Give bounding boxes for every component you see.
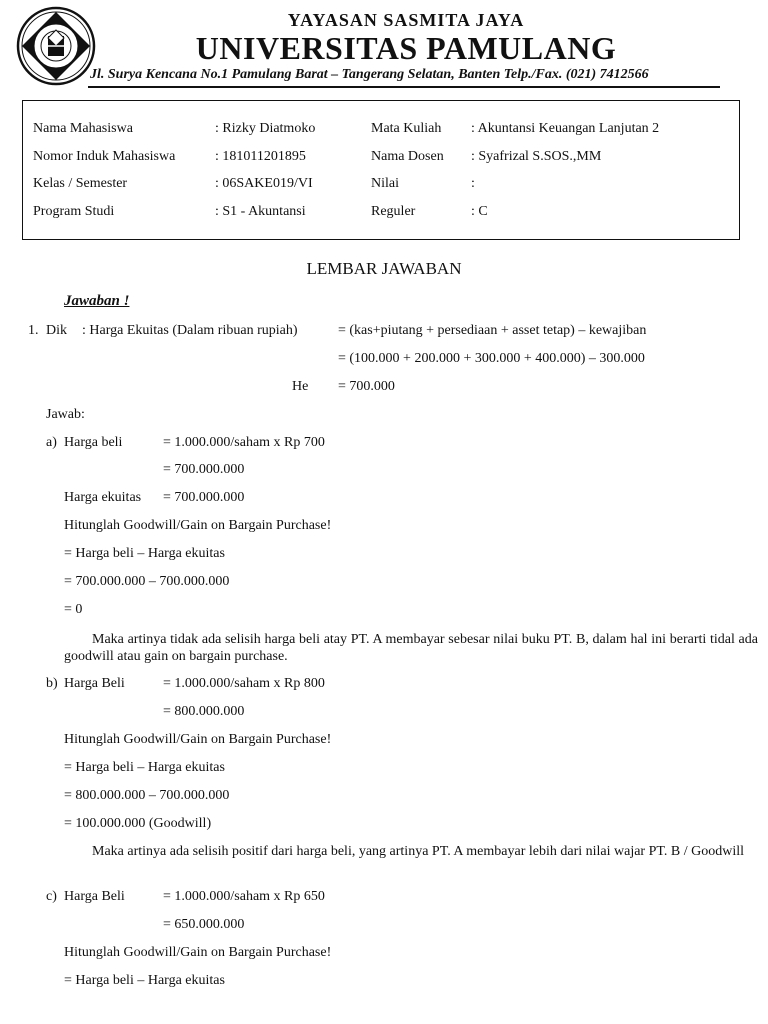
c-hb-eq2: = 650.000.000 [163,917,245,932]
foundation-name: YAYASAN SASMITA JAYA [287,10,525,30]
b-marker: b) [46,676,58,691]
reguler-value: : C [471,204,488,219]
q1-jawab: Jawab: [46,407,85,422]
q1-eq1: = (kas+piutang + persediaan + asset tetap) – kewajiban [338,323,647,338]
nama-value: : Rizky Diatmoko [215,121,316,136]
nim-label: Nomor Induk Mahasiswa [33,149,176,164]
nama-label: Nama Mahasiswa [33,121,133,136]
mk-label: Mata Kuliah [371,121,442,136]
nilai-value: : [471,176,475,191]
dosen-label: Nama Dosen [371,149,444,164]
a-line2: = 700.000.000 – 700.000.000 [64,574,230,589]
c-hb-eq1: = 1.000.000/saham x Rp 650 [163,889,325,904]
nim-value: : 181011201895 [215,149,306,164]
dosen-value: : Syafrizal S.SOS.,MM [471,149,602,164]
c-hitung: Hitunglah Goodwill/Gain on Bargain Purchase! [64,945,332,960]
q1-dik: Dik [46,323,67,338]
kelas-value: : 06SAKE019/VI [215,176,313,191]
a-hb-eq2: = 700.000.000 [163,462,245,477]
a-line3: = 0 [64,602,83,617]
prodi-value: : S1 - Akuntansi [215,204,306,219]
a-line1: = Harga beli – Harga ekuitas [64,546,225,561]
b-line3: = 100.000.000 (Goodwill) [64,816,212,831]
page-title: LEMBAR JAWABAN [306,259,462,278]
q1-dik-text: : Harga Ekuitas (Dalam ribuan rupiah) [82,323,298,338]
prodi-label: Program Studi [33,204,115,219]
a-he-eq: = 700.000.000 [163,490,245,505]
kelas-label: Kelas / Semester [33,176,128,191]
reguler-label: Reguler [371,204,416,219]
b-hitung: Hitunglah Goodwill/Gain on Bargain Purchase! [64,732,332,747]
q1-eq3: = 700.000 [338,379,395,394]
b-hb-eq2: = 800.000.000 [163,704,245,719]
b-hb-label: Harga Beli [64,676,125,691]
university-address: Jl. Surya Kencana No.1 Pamulang Barat – Tangerang Selatan, Banten Telp./Fax. (021) 7412566 [90,67,649,82]
header-divider [88,86,720,88]
university-name: UNIVERSITAS PAMULANG [195,30,617,66]
b-hb-eq1: = 1.000.000/saham x Rp 800 [163,676,325,691]
mk-value: : Akuntansi Keuangan Lanjutan 2 [471,121,660,136]
q1-number: 1. [28,323,39,338]
b-line2: = 800.000.000 – 700.000.000 [64,788,230,803]
a-hb-label: Harga beli [64,435,123,450]
q1-eq2: = (100.000 + 200.000 + 300.000 + 400.000) – 300.000 [338,351,645,366]
c-marker: c) [46,889,57,904]
a-conclusion: Maka artinya tidak ada selisih harga beli atay PT. A membayar sebesar nilai buku PT. B, dalam hal ini berarti tidal ada goodwill atau gain on bargain purchase. [64,632,758,664]
b-line1: = Harga beli – Harga ekuitas [64,760,225,775]
c-hb-label: Harga Beli [64,889,125,904]
c-line1: = Harga beli – Harga ekuitas [64,973,225,988]
nilai-label: Nilai [371,176,399,191]
a-he-label: Harga ekuitas [64,490,142,505]
a-hitung: Hitunglah Goodwill/Gain on Bargain Purchase! [64,518,332,533]
a-marker: a) [46,435,57,450]
a-hb-eq1: = 1.000.000/saham x Rp 700 [163,435,325,450]
q1-he: He [292,379,309,394]
jawaban-heading: Jawaban ! [64,293,130,309]
b-conclusion: Maka artinya ada selisih positif dari harga beli, yang artinya PT. A membayar lebih dari nilai wajar PT. B / Goodwill [92,844,745,859]
